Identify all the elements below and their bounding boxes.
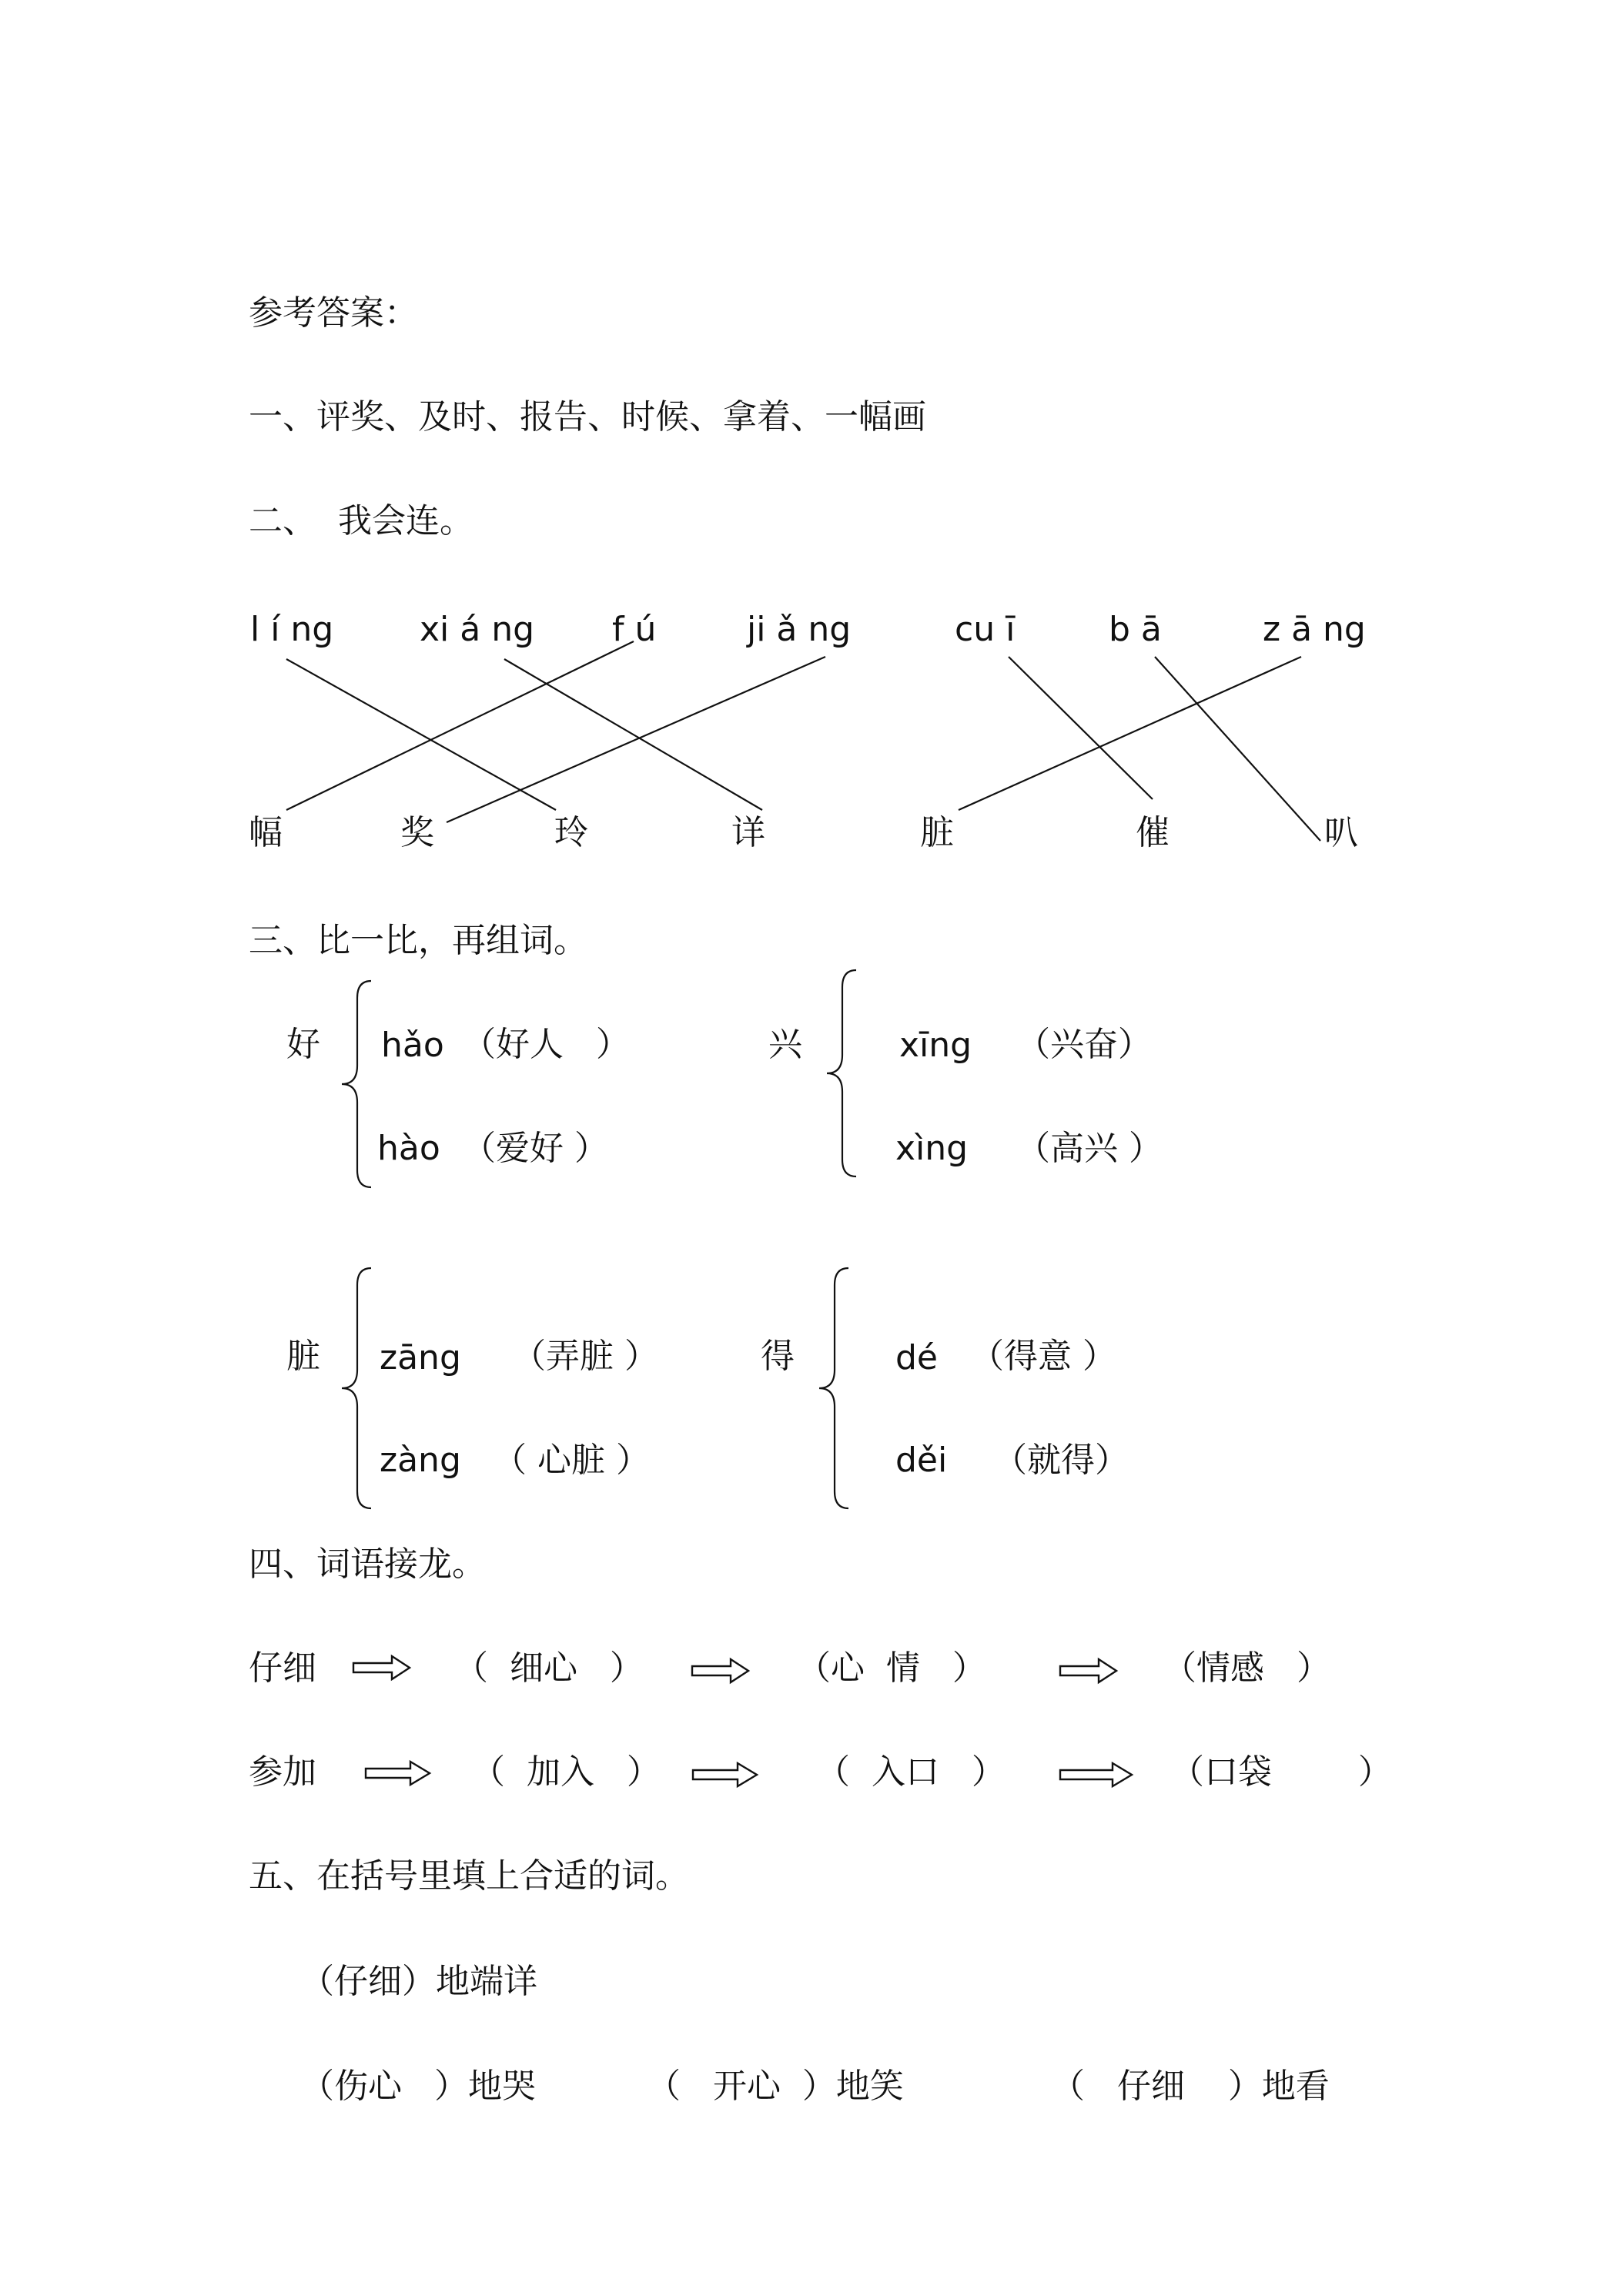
arrow-right-icon	[691, 1657, 751, 1685]
word-xinzang: （ 心脏 ）	[493, 1441, 650, 1480]
heading: 参考答案：	[249, 293, 418, 333]
arrow-right-icon	[1059, 1761, 1134, 1789]
compare-char-de: 得	[761, 1337, 795, 1376]
chain2-word2: （ 入口 ）	[816, 1752, 1006, 1792]
word-xingfen: （兴奋）	[1016, 1025, 1152, 1064]
brace-de	[815, 1267, 853, 1510]
char-zang: 脏	[920, 813, 954, 852]
chain2-word3: （口袋 ）	[1170, 1752, 1392, 1792]
brace-hao	[337, 979, 376, 1189]
q2-title: 二、 我会连。	[249, 501, 474, 541]
arrow-right-icon	[352, 1654, 412, 1682]
q3-title: 三、比一比，再组词。	[249, 921, 587, 960]
word-deyi: （得意 ）	[970, 1337, 1116, 1376]
chain1-start: 仔细	[249, 1648, 316, 1688]
match-line-fu-fu	[286, 641, 634, 810]
word-haoren: （好人 ）	[462, 1025, 630, 1064]
word-gaoxing: （高兴 ）	[1016, 1129, 1163, 1168]
pinyin-xiang: xi á ng	[420, 610, 535, 649]
arrow-right-icon	[364, 1759, 432, 1787]
py-zang4: zàng	[380, 1441, 461, 1480]
compare-char-zang: 脏	[286, 1337, 320, 1376]
compare-char-xing: 兴	[768, 1025, 802, 1064]
chain1-word2: （心 情 ）	[797, 1648, 986, 1688]
char-jiang: 奖	[400, 813, 434, 852]
brace-zang	[337, 1267, 376, 1510]
py-de2: dé	[895, 1338, 938, 1377]
q5-item-kan: （ 仔细 ）地看	[1051, 2067, 1330, 2106]
word-jiudei: （就得）	[993, 1441, 1129, 1480]
char-fu: 幅	[249, 813, 283, 852]
match-line-xiang-xiang	[504, 659, 762, 810]
q5-item-ku: （伤心 ）地哭	[300, 2067, 536, 2106]
chain2-start: 参加	[249, 1752, 316, 1792]
py-xing1: xīng	[899, 1026, 972, 1065]
q5-line1: （仔细）地端详	[300, 1962, 537, 2001]
arrow-right-icon	[691, 1761, 759, 1789]
pinyin-fu: f ú	[612, 610, 657, 649]
brace-xing	[822, 969, 861, 1178]
q5-title: 五、在括号里填上合适的词。	[249, 1856, 689, 1896]
arrow-right-icon	[1059, 1657, 1119, 1685]
pinyin-zang: z ā ng	[1263, 610, 1366, 649]
word-aihao: （爱好 ）	[462, 1129, 608, 1168]
match-line-zang-zang	[959, 657, 1301, 810]
py-xing4: xìng	[895, 1129, 969, 1168]
char-xiang: 详	[731, 813, 765, 852]
q4-title: 四、词语接龙。	[249, 1545, 486, 1584]
py-hao4: hào	[377, 1129, 440, 1168]
char-cui: 催	[1136, 813, 1170, 852]
chain1-word3: （情感 ）	[1163, 1648, 1330, 1688]
pinyin-jiang: ji ǎ ng	[747, 610, 852, 649]
match-line-jiang-jiang	[447, 657, 825, 822]
char-ba: 叭	[1324, 813, 1358, 852]
word-nongzang: （弄脏 ）	[512, 1337, 658, 1376]
py-hao3: hǎo	[381, 1026, 444, 1065]
char-ling: 玲	[554, 813, 588, 852]
q5-item-xiao: （ 开心 ）地笑	[647, 2067, 904, 2106]
pinyin-cui: cu ī	[955, 610, 1016, 649]
pinyin-ba: b ā	[1109, 610, 1162, 649]
q1-answer: 一、评奖、及时、报告、时候、拿着、一幅画	[249, 397, 926, 437]
py-dei3: děi	[895, 1441, 948, 1480]
match-line-ling-ling	[286, 659, 556, 810]
py-zang1: zāng	[380, 1338, 461, 1377]
pinyin-ling: l í ng	[250, 610, 334, 649]
chain1-word1: （ 细心 ）	[454, 1648, 644, 1688]
chain2-word1: （ 加入 ）	[471, 1752, 661, 1792]
compare-char-hao: 好	[286, 1025, 320, 1064]
